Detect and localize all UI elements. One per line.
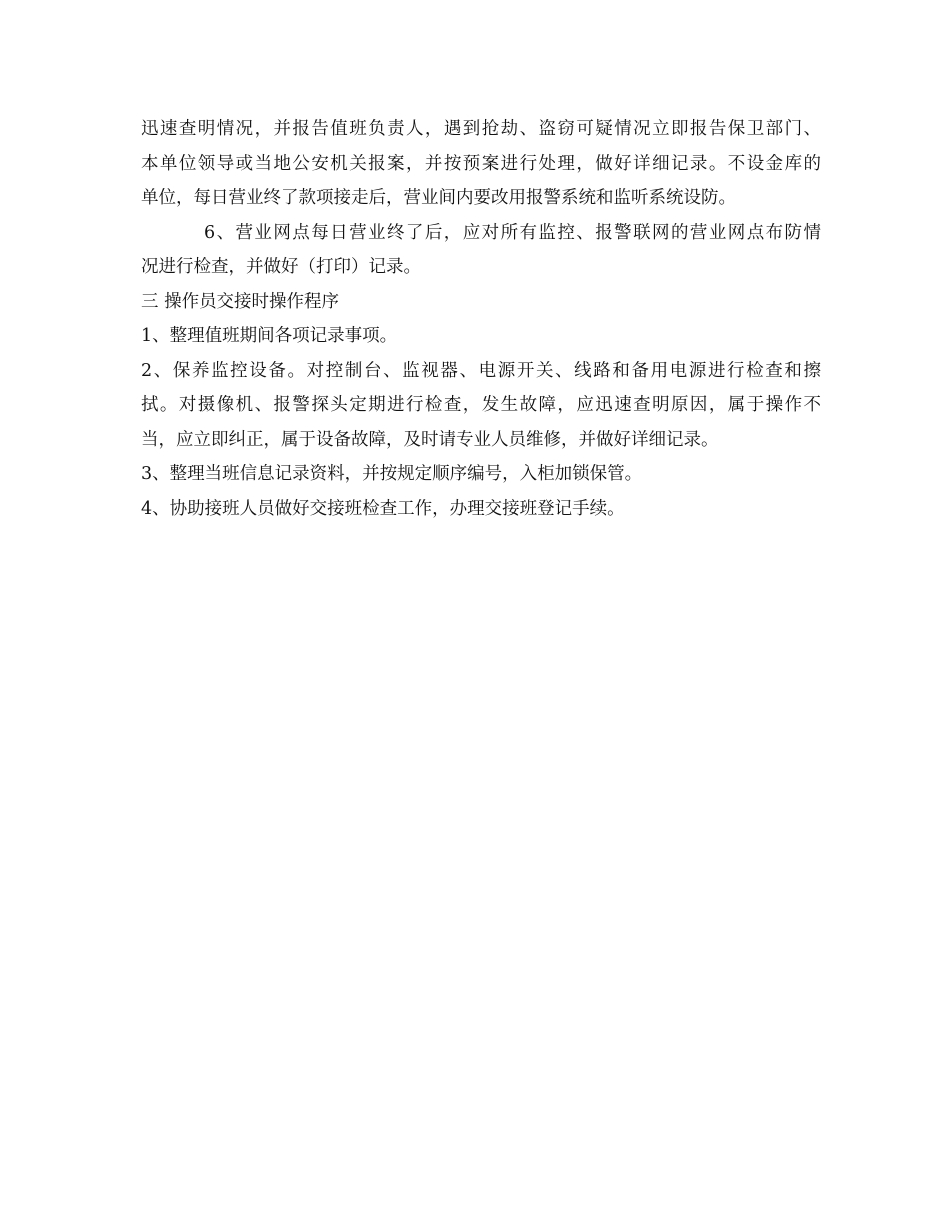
text-line: 1、整理值班期间各项记录事项。: [141, 326, 398, 346]
text-line: 6、营业网点每日营业终了后，应对所有监控、报警联网的营业网点布防情: [204, 222, 821, 243]
text-line: 拭。对摄像机、报警探头定期进行检查，发生故障，应迅速查明原因，属于操作不: [141, 395, 821, 415]
text-line: 迅速查明情况，并报告值班负责人，遇到抢劫、盗窃可疑情况立即报告保卫部门、: [141, 119, 821, 139]
list-item: [141, 354, 821, 458]
text-line: 3、整理当班信息记录资料，并按规定顺序编号，入柜加锁保管。: [141, 464, 643, 484]
text-line: 况进行检查，并做好（打印）记录。: [141, 257, 421, 277]
paragraph-item-6: [141, 216, 821, 285]
text-line: 本单位领导或当地公安机关报案，并按预案进行处理，做好详细记录。不设金库的: [141, 153, 821, 174]
section-heading: [141, 285, 821, 320]
paragraph-continued: [141, 112, 821, 216]
list-item: [141, 319, 821, 354]
text-line: 单位，每日营业终了款项接走后，营业间内要改用报警系统和监听系统设防。: [141, 188, 736, 208]
section-title: 三 操作员交接时操作程序: [141, 291, 340, 312]
list-item: [141, 492, 821, 527]
text-line: 4、协助接班人员做好交接班检查工作，办理交接班登记手续。: [141, 498, 625, 519]
list-item: [141, 457, 821, 492]
document-body: [141, 112, 821, 526]
text-line: 当，应立即纠正，属于设备故障，及时请专业人员维修，并做好详细记录。: [141, 429, 719, 450]
text-line: 2、保养监控设备。对控制台、监视器、电源开关、线路和备用电源进行检查和擦: [141, 360, 821, 381]
